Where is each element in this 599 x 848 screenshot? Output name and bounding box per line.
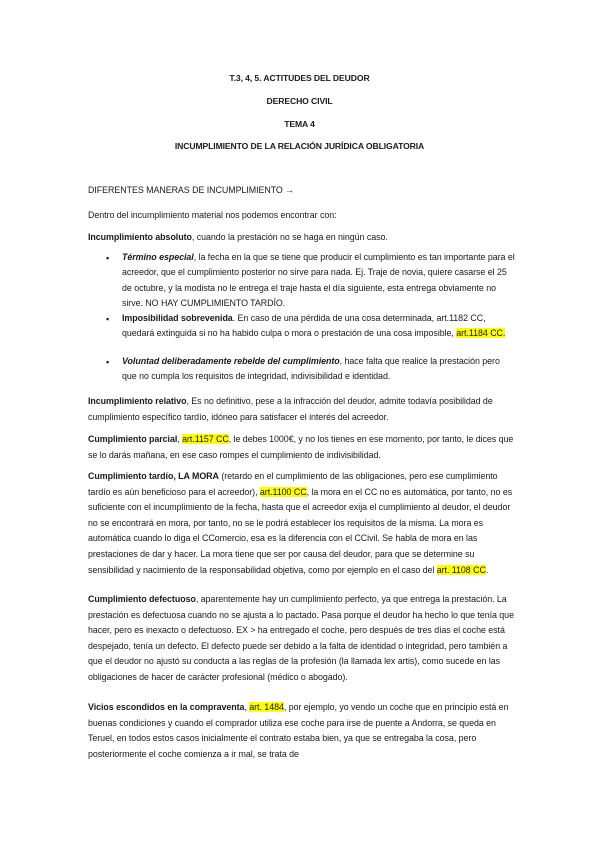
separator: , — [177, 434, 183, 444]
paragraph-absoluto — [88, 230, 518, 246]
section-heading: DIFERENTES MANERAS DE INCUMPLIMIENTO → — [88, 185, 295, 195]
term-termino: Término especial — [122, 252, 194, 262]
text-voluntad: , hace falta que realice la prestación pero que no cumpla los requisitos de integridad, indivisibilidad e identidad. — [122, 356, 500, 382]
list-item-imposibilidad — [122, 311, 516, 342]
text-termino: , la fecha en la que se tiene que producir el cumplimiento es tan importante para el acreedor, que el cumplimiento posterior no sirve para nada. Ej. Traje de novia, quiere casarse el 25 de octubre, y la modista no le entrega el traje hasta el día siguiente, esta entrega obviamente no sirve. NO HAY CUMPLIMIENTO TARDÍO. — [122, 252, 515, 309]
article-ref-1484: art. 1484 — [249, 702, 284, 712]
term-tardio: Cumplimiento tardío, LA MORA — [88, 471, 219, 481]
term-voluntad: Voluntad deliberadamente rebelde del cumplimiento — [122, 356, 340, 366]
text-imposibilidad: . En caso de una pérdida de una cosa determinada, art.1182 CC, quedará extinguida si no ha habido culpa o mora o prestación de una cosa imposible, — [122, 313, 486, 339]
paragraph-defectuoso — [88, 592, 518, 686]
text-relativo: , Es no definitivo, pese a la infracción del deudor, admite todavía posibilidad de cumplimiento específico tardío, idóneo para satisfacer el interés del acreedor. — [88, 396, 493, 422]
text-parcial: , le debes 1000€, y no los tienes en ese momento, por tanto, le dices que se lo darás mañana, en ese caso rompes el cumplimiento de indivisibilidad. — [88, 434, 514, 460]
text-tardio-2: , la mora en el CC no es automática, por tanto, no es suficiente con el incumplimiento de la fecha, hasta que el acreedor exija el cumplimiento al deudor, el deudor no se encontrará en mora, por tanto, no se le podrá establecer los requisitos de la misma. La mora es automática cuando lo diga el CComercio, esa es la diferencia con el CCivil. Se habla de mora en las prestaciones de dar y hacer. La mora tiene que ser por causa del deudor, para que se determine su sensibilidad y nacimiento de la responsabilidad objetiva, como por ejemplo en el caso del — [88, 486, 513, 575]
text-absoluto: , cuando la prestación no se haga en ningún caso. — [191, 232, 388, 242]
term-defectuoso: Cumplimiento defectuoso — [88, 594, 196, 604]
document-title: T.3, 4, 5. ACTITUDES DEL DEUDOR — [229, 73, 370, 83]
text-vicios: , por ejemplo, yo vendo un coche que en principio está en buenas condiciones y cuando el comprador utiliza ese coche para irse de puente a Andorra, se queda en Teruel, en todos estos casos inicialmente el contrato estaba bien, ya que se entregaba la cosa, pero posteriormente el coche comienza a ir mal, se trata de — [88, 702, 509, 759]
term-relativo: Incumplimiento relativo — [88, 396, 187, 406]
text-tardio-1: (retardo en el cumplimiento de las obligaciones, pero ese cumplimiento tardío es aún beneficioso para el acreedor), — [88, 471, 498, 497]
list-item-voluntad — [122, 354, 516, 385]
article-ref-1157: art.1157 CC — [182, 434, 229, 444]
text-defectuoso: , aparentemente hay un cumplimiento perfecto, ya que entrega la prestación. La prestación es defectuosa cuando no se ajusta a lo pactado. Pasa porque el deudor ha hecho lo que tenía que hacer, pero es inexacto o defectuoso. EX > ha entregado el coche, pero después de tres días el coche está despejado, tenía un defecto. El defecto puede ser debido a la falta de identidad o integridad, pero también a que el deudor no ajustó su conducta a las reglas de la profesión (la llamada lex artis), como sucede en las obligaciones de hacer de carácter profesional (médico o abogado). — [88, 594, 514, 682]
intro-paragraph: Dentro del incumplimiento material nos podemos encontrar con: — [88, 210, 337, 220]
term-parcial: Cumplimiento parcial — [88, 434, 178, 444]
separator: , — [244, 702, 250, 712]
paragraph-relativo — [88, 394, 518, 425]
term-absoluto: Incumplimiento absoluto — [88, 232, 192, 242]
topic-title: TEMA 4 — [284, 119, 315, 129]
paragraph-vicios — [88, 700, 518, 762]
bullet-icon: ▪ — [106, 314, 110, 324]
article-ref-1108: art. 1108 CC — [436, 564, 486, 575]
term-imposibilidad: Imposibilidad sobrevenida — [122, 313, 233, 323]
paragraph-tardio — [88, 469, 518, 578]
article-ref-1184: art.1184 CC. — [456, 328, 506, 339]
list-item-termino — [122, 250, 516, 312]
article-ref-1100: art.1100 CC — [259, 486, 307, 497]
term-vicios: Vicios escondidos en la compraventa — [88, 702, 245, 712]
chapter-title: INCUMPLIMIENTO DE LA RELACIÓN JURÍDICA OBLIGATORIA — [174, 141, 425, 151]
text-tardio-3: . — [485, 564, 489, 575]
bullet-icon: ▪ — [106, 253, 110, 263]
paragraph-parcial — [88, 432, 518, 463]
bullet-icon: ▪ — [106, 357, 110, 367]
subject-title: DERECHO CIVIL — [266, 96, 333, 106]
